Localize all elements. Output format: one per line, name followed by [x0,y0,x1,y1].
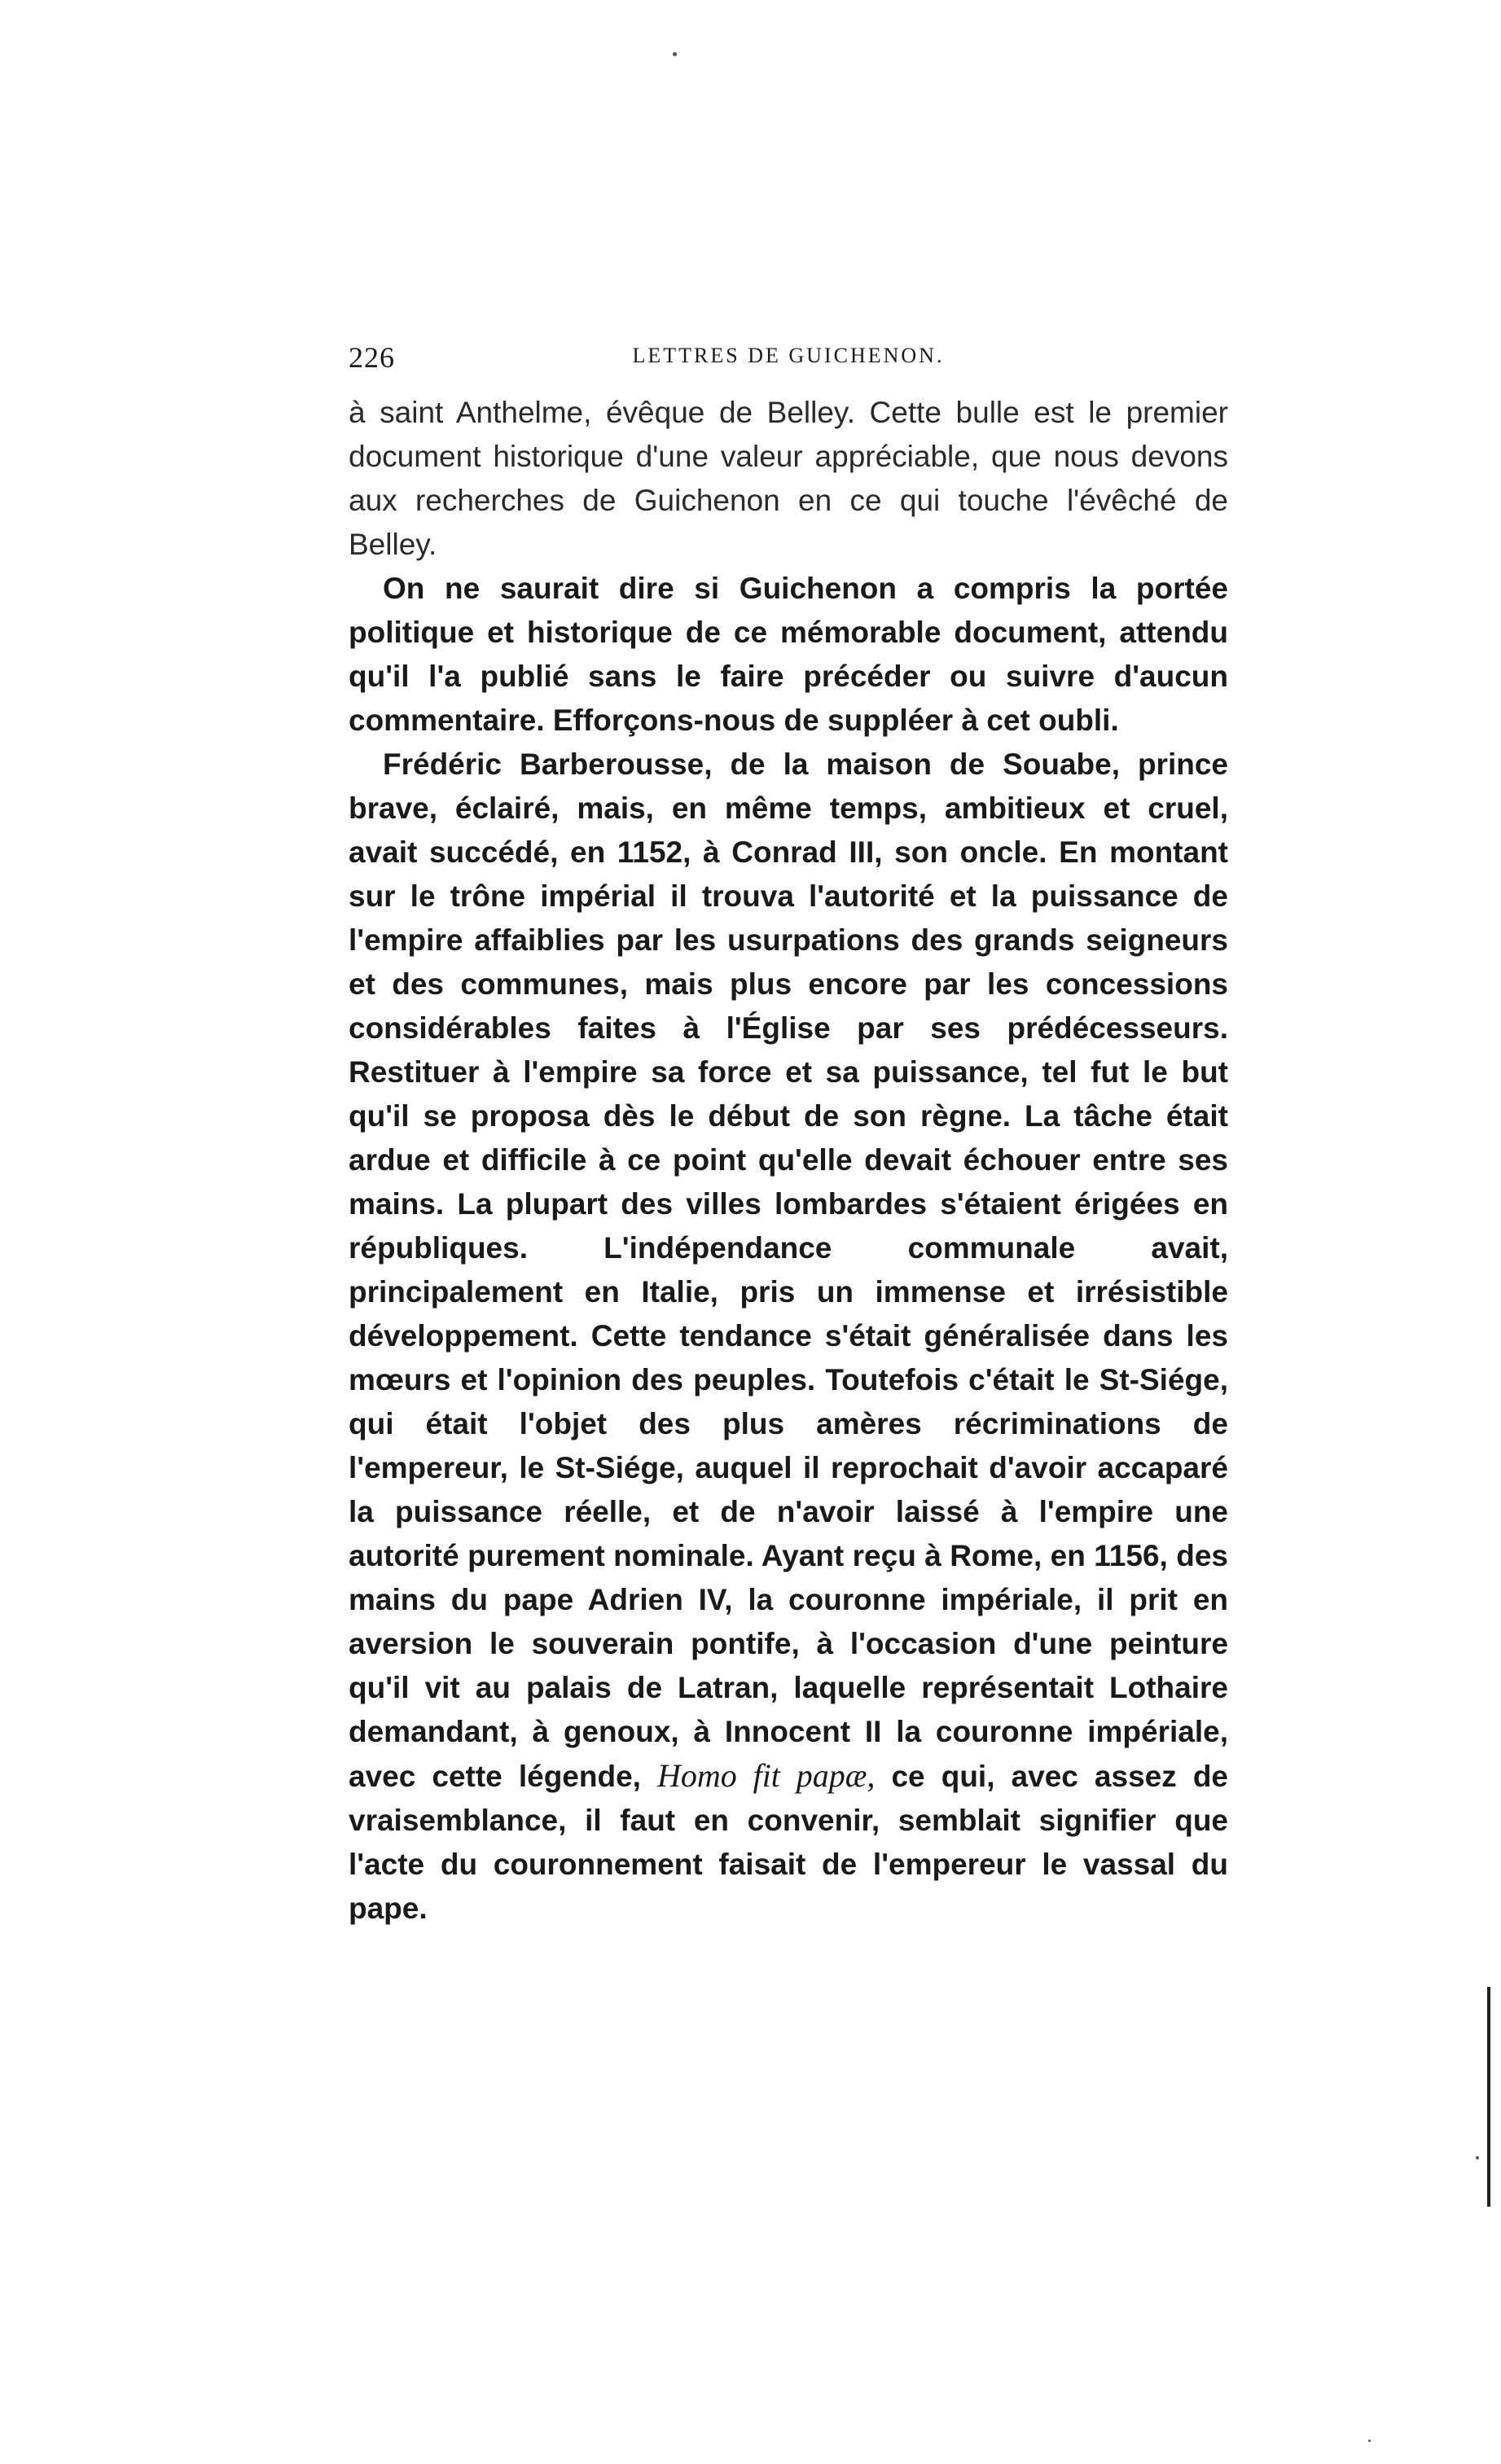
running-header [349,340,1228,381]
italic-legend-homo-fit-papae: Homo fit papæ, [657,1757,876,1794]
page-number: 226 [349,341,395,374]
scan-margin-rule [1487,1987,1490,2207]
paragraph-text-main: Frédéric Barberousse, de la maison de Souabe, prince brave, éclairé, mais, en même temps, ambitieux et cruel, avait succédé, en 1152, à Conrad III, son oncle. En montant sur le trône impérial il trouva l'autorité et la puissance de l'empire affaiblies par les usurpations des grands seigneurs et des communes, mais plus encore par les concessions considérables faites à l'Église par ses prédécesseurs. Restituer à l'empire sa force et sa puissance, tel fut le but qu'il se proposa dès le début de son règne. La tâche était ardue et difficile à ce point qu'elle devait échouer entre ses mains. La plupart des villes lombardes s'étaient érigées en républiques. L'indépendance communale avait, principalement en Italie, pris un immense et irrésistible développement. Cette tendance s'était généralisée dans les mœurs et l'opinion des peuples. Toutefois c'était le St-Siége, qui était l'objet des plus amères récriminations de l'empereur, le St-Siége, auquel il reprochait d'avoir accaparé la puissance réelle, et de n'avoir laissé à l'empire une autorité purement nominale. Ayant reçu à Rome, en 1156, des mains du pape Adrien IV, la couronne impériale, il prit en aversion le souverain pontife, à l'occasion d'une peinture qu'il vit au palais de Latran, laquelle représentait Lothaire demandant, à genoux, à Innocent II la couronne impériale, avec cette légende, [349,748,1228,1793]
paragraph-guichenon-commentary: On ne saurait dire si Guichenon a compris la portée politique et historique de ce mémorable document, attendu qu'il l'a publié sans le faire précéder ou suivre d'aucun commentaire. Efforçons-nous de suppléer à cet oubli. [349,572,1228,737]
body-text [349,391,1228,1931]
paragraph-continuation: à saint Anthelme, évêque de Belley. Cette bulle est le premier document historique d'une valeur appréciable, que nous devons aux recherches de Guichenon en ce qui touche l'évêché de Belley. [349,396,1228,561]
paragraph-text-end: ce qui, avec assez de vraisemblance, il faut en convenir, semblait signifier que l'acte du couronnement faisait de l'empereur le vassal du pape. [349,1760,1228,1925]
scan-speck-right [1476,2156,1479,2159]
running-title: LETTRES DE GUICHENON. [632,344,945,367]
scan-speck-bottom [1368,2440,1371,2442]
paragraph-frederic-barberousse [349,743,1228,1931]
scan-speck-top [673,52,677,56]
